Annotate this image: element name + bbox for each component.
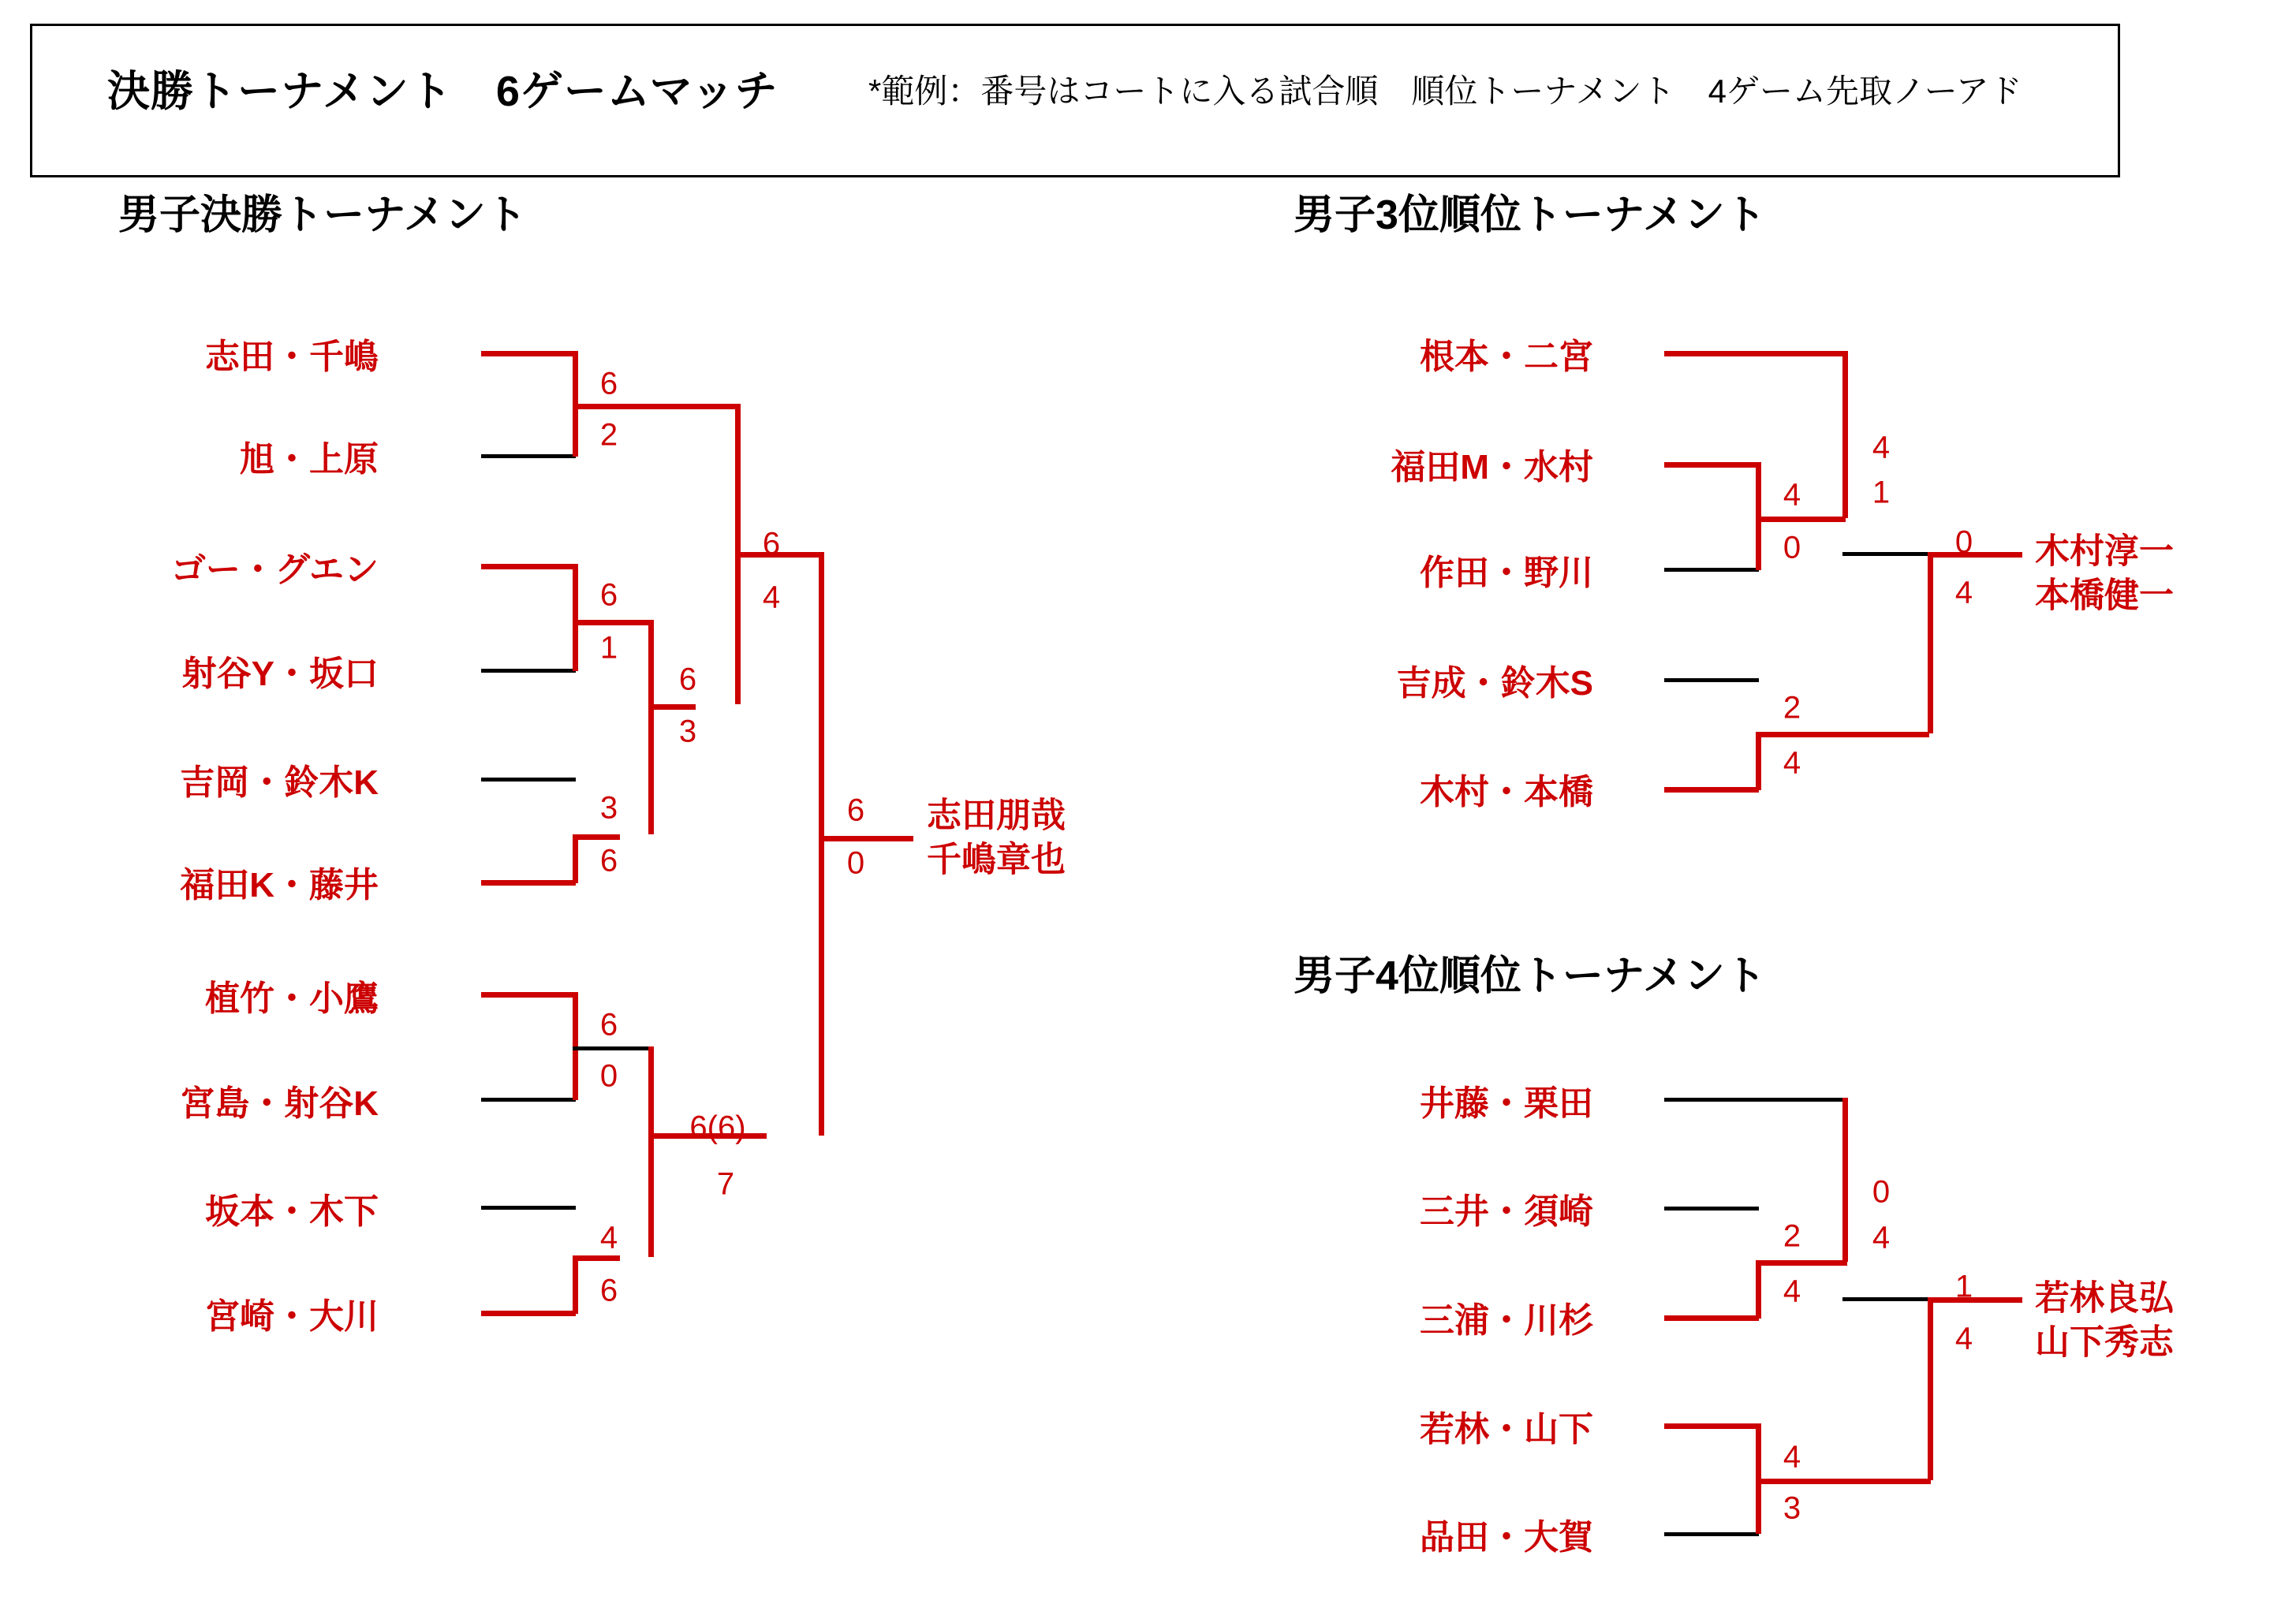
score-main-r1m3-top: 3 bbox=[599, 790, 618, 826]
player-main-7: 植竹・小鷹 bbox=[205, 979, 379, 1018]
score-third-m1-bot: 0 bbox=[1783, 530, 1801, 565]
score-main-r1m4-bot: 0 bbox=[599, 1058, 618, 1094]
bracket-line bbox=[573, 564, 578, 671]
winner-third-line2: 本橋健一 bbox=[2035, 576, 2174, 615]
bracket-line bbox=[1664, 1315, 1759, 1321]
player-main-1: 志田・千嶋 bbox=[205, 338, 379, 376]
score-fourth-final-bot: 4 bbox=[1954, 1321, 1973, 1356]
score-main-r2m2-top: 6(6) bbox=[689, 1110, 746, 1145]
player-third-1: 根本・二宮 bbox=[1420, 338, 1593, 376]
score-fourth-m2-top: 0 bbox=[1872, 1174, 1891, 1210]
player-main-4: 射谷Y・坂口 bbox=[181, 655, 379, 693]
section-title-main: 男子決勝トーナメント bbox=[118, 192, 527, 238]
bracket-line bbox=[1842, 1098, 1848, 1262]
player-third-3: 作田・野川 bbox=[1420, 554, 1593, 592]
bracket-line bbox=[648, 1046, 654, 1257]
score-main-r3m1-top: 6 bbox=[762, 526, 781, 561]
bracket-line bbox=[1928, 552, 1933, 733]
winner-main-line2: 千嶋章也 bbox=[927, 841, 1066, 879]
score-fourth-m3-bot: 3 bbox=[1783, 1490, 1801, 1526]
bracket-line bbox=[648, 704, 696, 710]
bracket-line bbox=[481, 992, 576, 998]
player-third-5: 木村・本橋 bbox=[1420, 773, 1593, 811]
score-fourth-m1-bot: 4 bbox=[1783, 1274, 1801, 1309]
score-main-r2m1-bot: 3 bbox=[678, 714, 697, 749]
player-main-9: 坂本・木下 bbox=[205, 1192, 379, 1231]
bracket-line bbox=[1664, 351, 1846, 356]
bracket-line bbox=[819, 836, 913, 841]
bracket-line bbox=[1756, 1479, 1931, 1484]
bracket-line bbox=[1842, 351, 1848, 518]
player-fourth-2: 三井・須崎 bbox=[1420, 1192, 1593, 1231]
score-main-r1m1-top: 6 bbox=[599, 366, 618, 401]
score-main-r1m5-bot: 6 bbox=[599, 1273, 618, 1308]
bracket-line bbox=[481, 1206, 576, 1210]
bracket-line bbox=[573, 1046, 651, 1050]
bracket-line bbox=[648, 620, 654, 834]
bracket-line bbox=[1756, 1260, 1761, 1319]
winner-third-line1: 木村淳一 bbox=[2035, 532, 2174, 571]
section-title-third: 男子3位順位トーナメント bbox=[1294, 192, 1766, 238]
bracket-line bbox=[1664, 787, 1759, 793]
bracket-line bbox=[819, 552, 824, 1136]
bracket-line bbox=[1756, 732, 1761, 790]
bracket-line bbox=[481, 880, 576, 886]
bracket-line bbox=[573, 620, 651, 625]
player-main-5: 吉岡・鈴木K bbox=[180, 763, 379, 802]
score-main-r1m1-bot: 2 bbox=[599, 417, 618, 453]
bracket-line bbox=[481, 778, 576, 782]
bracket-line bbox=[573, 1255, 620, 1261]
player-main-3: ゴー・グエン bbox=[170, 550, 379, 589]
winner-third bbox=[2035, 530, 2174, 619]
score-main-r1m3-bot: 6 bbox=[599, 843, 618, 879]
score-main-r1m4-top: 6 bbox=[599, 1007, 618, 1043]
bracket-line bbox=[481, 669, 576, 673]
score-main-r2m1-top: 6 bbox=[678, 662, 697, 697]
score-third-m1-top: 4 bbox=[1783, 477, 1801, 513]
score-fourth-m1-top: 2 bbox=[1783, 1218, 1801, 1254]
bracket-line bbox=[481, 351, 576, 356]
player-third-4: 吉成・鈴木S bbox=[1396, 664, 1593, 703]
bracket-line bbox=[1664, 1098, 1846, 1102]
page-title: 決勝トーナメント 6ゲームマッチ bbox=[107, 68, 778, 115]
score-third-m2-bot: 1 bbox=[1872, 475, 1891, 510]
player-fourth-3: 三浦・川杉 bbox=[1420, 1301, 1593, 1340]
score-third-m3-top: 2 bbox=[1783, 690, 1801, 726]
bracket-line bbox=[1756, 517, 1846, 522]
player-main-10: 宮崎・大川 bbox=[205, 1297, 379, 1336]
bracket-line bbox=[1842, 1297, 1931, 1301]
bracket-line bbox=[1756, 1260, 1803, 1266]
winner-main-line1: 志田朋哉 bbox=[927, 796, 1066, 835]
bracket-line bbox=[1664, 1423, 1759, 1429]
score-third-m2-top: 4 bbox=[1872, 430, 1891, 465]
bracket-line bbox=[1664, 1532, 1759, 1536]
bracket-line bbox=[481, 1098, 576, 1102]
bracket-line bbox=[481, 454, 576, 458]
score-third-final-top: 0 bbox=[1954, 524, 1973, 560]
score-main-r1m2-bot: 1 bbox=[599, 630, 618, 666]
score-fourth-m3-top: 4 bbox=[1783, 1439, 1801, 1475]
winner-main bbox=[927, 794, 1066, 883]
score-main-r1m5-top: 4 bbox=[599, 1220, 618, 1255]
score-main-r1m2-top: 6 bbox=[599, 577, 618, 613]
bracket-line bbox=[1803, 1260, 1847, 1266]
bracket-line bbox=[573, 1255, 578, 1314]
player-fourth-5: 品田・大賀 bbox=[1420, 1518, 1593, 1557]
bracket-line bbox=[1664, 1207, 1759, 1211]
score-third-m3-bot: 4 bbox=[1783, 745, 1801, 781]
score-third-final-bot: 4 bbox=[1954, 575, 1973, 610]
player-fourth-4: 若林・山下 bbox=[1420, 1410, 1593, 1449]
bracket-line bbox=[573, 834, 578, 883]
score-main-final-bot: 0 bbox=[846, 845, 865, 881]
bracket-line bbox=[481, 1311, 576, 1316]
score-fourth-final-top: 1 bbox=[1954, 1269, 1973, 1304]
bracket-line bbox=[1842, 552, 1931, 556]
header-note: *範例：番号はコートに入る試合順 順位トーナメント 4ゲーム先取ノーアド bbox=[868, 73, 2022, 110]
bracket-line bbox=[481, 564, 576, 569]
bracket-line bbox=[1928, 1297, 2022, 1303]
player-main-2: 旭・上原 bbox=[240, 440, 379, 479]
score-fourth-m2-bot: 4 bbox=[1872, 1220, 1891, 1255]
bracket-line bbox=[1803, 732, 1929, 737]
player-main-6: 福田K・藤井 bbox=[180, 866, 379, 905]
winner-fourth bbox=[2035, 1277, 2174, 1366]
bracket-line bbox=[573, 834, 620, 840]
bracket-line bbox=[1664, 462, 1759, 468]
winner-fourth-line1: 若林良弘 bbox=[2035, 1278, 2174, 1318]
player-main-8: 宮島・射谷K bbox=[180, 1084, 379, 1123]
bracket-line bbox=[1928, 1297, 1933, 1480]
bracket-line bbox=[1664, 678, 1759, 682]
winner-fourth-line2: 山下秀志 bbox=[2035, 1323, 2174, 1362]
score-main-r2m2-bot: 7 bbox=[716, 1166, 735, 1202]
header-box bbox=[30, 24, 2120, 177]
score-main-r3m1-bot: 4 bbox=[762, 580, 781, 615]
player-third-2: 福田M・水村 bbox=[1391, 448, 1593, 487]
bracket-line bbox=[1928, 552, 2022, 558]
section-title-fourth: 男子4位順位トーナメント bbox=[1294, 953, 1766, 999]
bracket-line bbox=[573, 404, 738, 409]
bracket-line bbox=[1756, 732, 1803, 737]
player-fourth-1: 井藤・栗田 bbox=[1420, 1084, 1593, 1123]
bracket-line bbox=[1664, 568, 1759, 572]
score-main-final-top: 6 bbox=[846, 793, 865, 828]
